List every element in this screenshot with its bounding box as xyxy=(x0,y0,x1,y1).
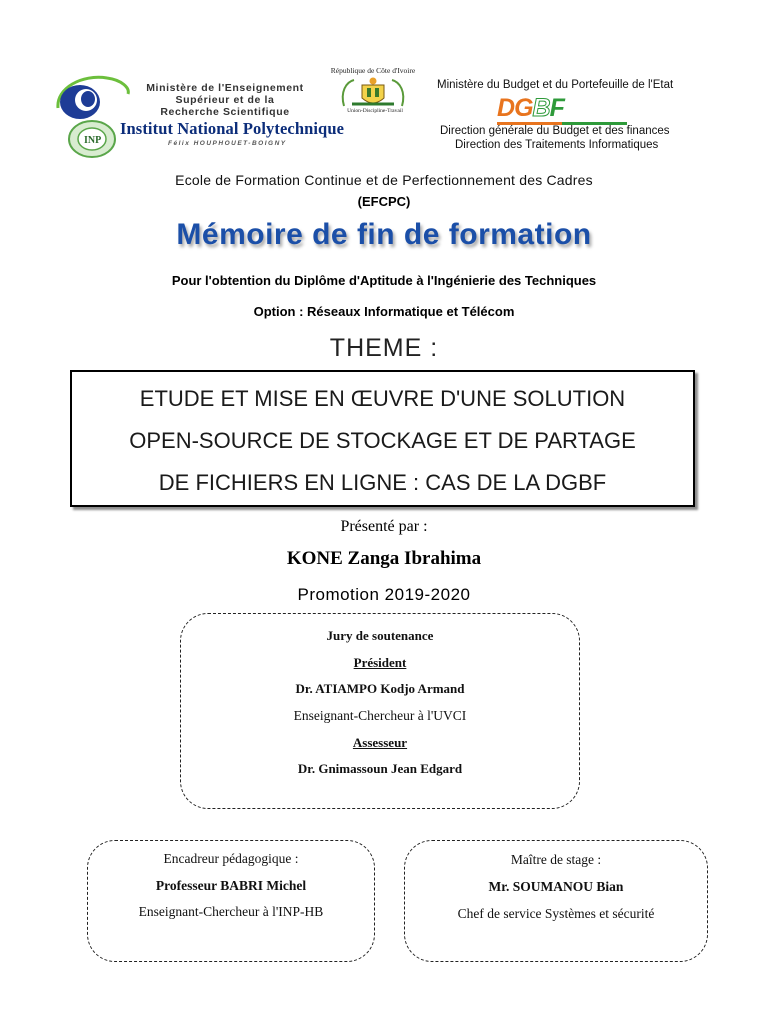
supervisor-box xyxy=(87,840,375,962)
ministry-line-1: Ministère de l'Enseignement xyxy=(146,82,304,94)
presented-by: Présenté par : xyxy=(340,518,428,535)
ministry-line-2: Supérieur et de la xyxy=(175,94,275,106)
president-name: Dr. ATIAMPO Kodjo Armand xyxy=(295,681,465,696)
option-line: Option : Réseaux Informatique et Télécom xyxy=(253,304,515,319)
diploma-line: Pour l'obtention du Diplôme d'Aptitude à l'Ingénierie des Techniques xyxy=(171,273,597,288)
jury-heading: Jury de soutenance xyxy=(326,628,434,643)
inp-logo xyxy=(66,118,120,160)
direction-it: Direction des Traitements Informatiques xyxy=(455,139,659,151)
republic-text: République de Côte d'Ivoire xyxy=(330,66,416,75)
ministry-line-3: Recherche Scientifique xyxy=(160,106,290,118)
institute-subtitle: Félix HOUPHOUET-BOIGNY xyxy=(168,140,287,147)
internship-box xyxy=(404,840,708,962)
coat-of-arms-icon xyxy=(340,76,406,110)
school-name xyxy=(0,172,768,188)
assessor-name: Dr. Gnimassoun Jean Edgard xyxy=(297,761,463,776)
internship-role: Chef de service Systèmes et sécurité xyxy=(457,906,655,921)
supervisor-role: Enseignant-Chercheur à l'INP-HB xyxy=(138,904,324,919)
president-role: Enseignant-Chercheur à l'UVCI xyxy=(293,708,467,723)
president-label: Président xyxy=(353,655,407,670)
theme-line-2: OPEN-SOURCE DE STOCKAGE ET DE PARTAGE xyxy=(129,428,636,453)
internship-name: Mr. SOUMANOU Bian xyxy=(488,879,624,894)
assessor-label: Assesseur xyxy=(352,735,408,750)
jury-box xyxy=(180,613,580,809)
theme-label: THEME : xyxy=(329,334,439,362)
school-name-text: Ecole de Formation Continue et de Perfectionnement des Cadres xyxy=(175,172,593,188)
budget-ministry: Ministère du Budget et du Portefeuille de l'Etat xyxy=(437,79,674,91)
republic-motto: Union-Discipline-Travail xyxy=(347,108,403,114)
supervisor-name: Professeur BABRI Michel xyxy=(155,878,307,893)
ministry-text xyxy=(130,82,320,118)
school-acronym: (EFCPC) xyxy=(357,194,411,209)
theme-line-3: DE FICHIERS EN LIGNE : CAS DE LA DGBF xyxy=(158,470,607,495)
promotion: Promotion 2019-2020 xyxy=(297,585,471,604)
direction-budget: Direction générale du Budget et des finances xyxy=(440,125,670,137)
author-name: KONE Zanga Ibrahima xyxy=(286,548,482,569)
theme-line-1: ETUDE ET MISE EN ŒUVRE D'UNE SOLUTION xyxy=(139,386,626,411)
document-title: Mémoire de fin de formation xyxy=(176,218,592,251)
institute-name: Institut National Polytechnique xyxy=(120,119,345,138)
supervisor-label: Encadreur pédagogique : xyxy=(163,851,299,866)
internship-label: Maître de stage : xyxy=(510,852,602,867)
svg-text:INP: INP xyxy=(84,135,102,146)
theme-box xyxy=(70,370,695,507)
theme-title xyxy=(72,378,693,504)
dgbf-logo: DGBF xyxy=(497,94,564,122)
